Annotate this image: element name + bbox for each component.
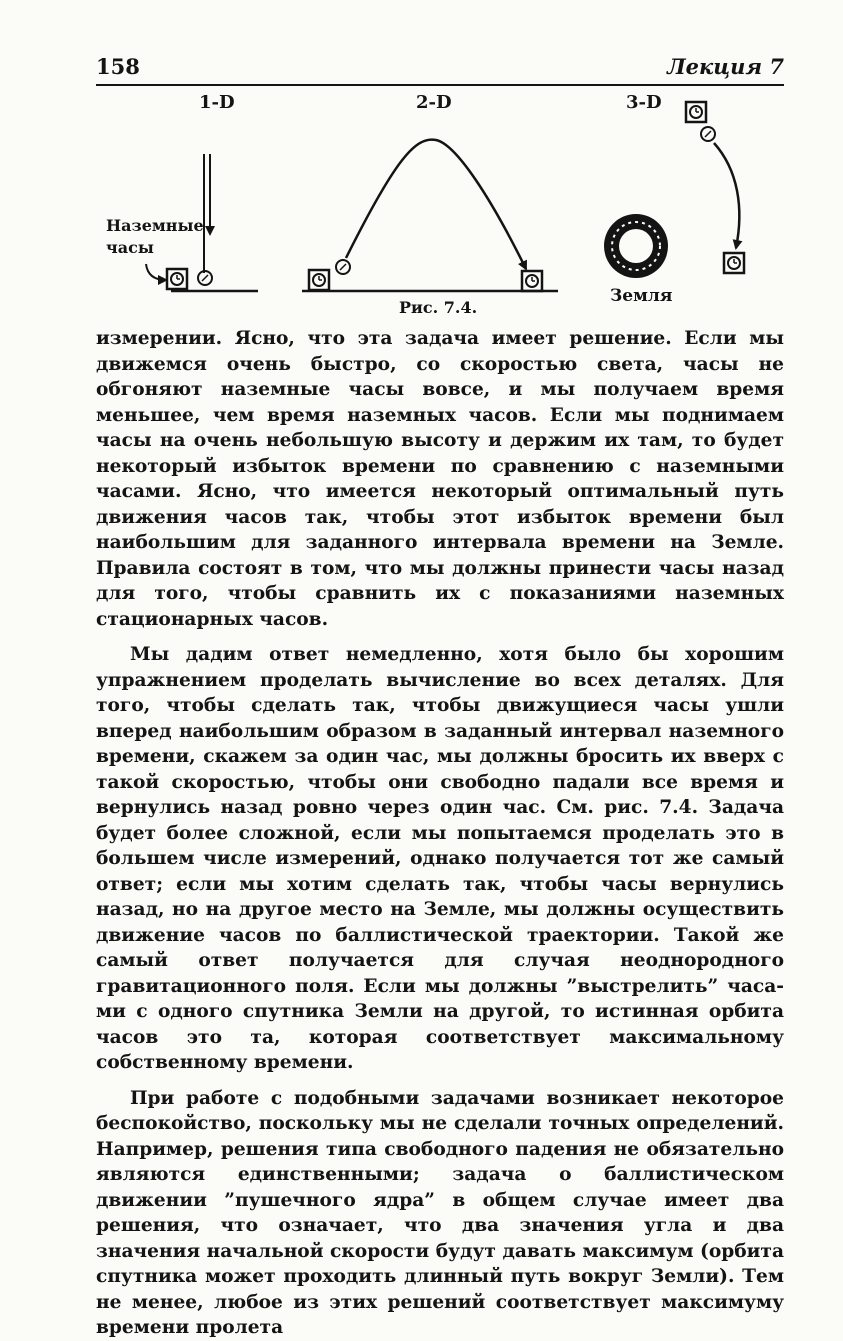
ground-clock-icon (309, 270, 329, 290)
figure-caption: Рис. 7.4. (399, 298, 478, 317)
moving-clock-icon (701, 127, 715, 141)
running-title: Лекция 7 (667, 54, 784, 79)
satellite-clock-icon (724, 253, 744, 273)
header-rule (96, 84, 784, 86)
panel-label-1d: 1-D (199, 92, 235, 113)
ballistic-trajectory-arrow (346, 140, 526, 269)
body-text (96, 326, 784, 1341)
panel-3d-drawing (604, 102, 744, 278)
label-pointer-arrow (146, 264, 166, 280)
paragraph-3: При работе с подобными задачами возникает некоторое беспокойство, поскольку мы не сделали точных определений. Например, решения типа свободного падения не обязательно являются единственными; задача о баллистическом движении ”пушечного ядра” в общем случае имеет два решения, что означает, что два значения угла и два значения начальной скорости будут давать максимум (орбита спутника может проходить длинный путь вокруг Земли). Тем не менее, любое из этих решений соответствует максимуму времени пролета (96, 1087, 784, 1338)
paragraph-1: измерении. Ясно, что эта задача имеет решение. Если мы движемся очень быстро, со скоростью света, часы не обгоняют наземные часы вовсе, и мы получаем время меньшее, чем время наземных часов. Если мы поднимаем часы на очень небольшую высоту и держим их там, то будет некоторый избыток времени по сравнению с наземными часами. Ясно, что имеется некоторый оптимальный путь движения часов так, чтобы этот избыток времени был наибольшим для заданного интервала времени на Земле. Правила состоят в том, что мы должны принести часы назад для того, чтобы сравнить их с показаниями наземных стационарных часов. (96, 328, 784, 630)
ground-clock-icon (522, 271, 542, 291)
orbit-path-arrow (714, 143, 739, 248)
ground-clock-label-line1: Наземные (106, 216, 204, 235)
panel-2d-drawing (302, 140, 558, 291)
satellite-clock-icon (686, 102, 706, 122)
page-number: 158 (96, 54, 140, 79)
ground-clock-icon (167, 269, 187, 289)
moving-clock-icon (336, 260, 350, 274)
ground-clock-label-line2: часы (106, 238, 154, 257)
figure-7-4 (96, 88, 784, 324)
panel-label-2d: 2-D (416, 92, 452, 113)
earth-label: Земля (610, 286, 673, 306)
earth-icon (604, 214, 668, 278)
paragraph-2: Мы дадим ответ немедленно, хотя было бы хорошим упражнением проделать вычисление во всех деталях. Для того, чтобы сделать так, чтобы движущиеся часы ушли вперед наибольшим образом в заданный интервал наземного времени, скажем за один час, мы должны бросить их вверх с такой скоростью, чтобы они свободно падали все время и вернулись назад ровно через один час. См. рис. 7.4. Задача будет более сложной, если мы попытаемся проделать это в большем числе измерений, однако получается тот же самый ответ; если мы хотим сделать так, чтобы часы вернулись назад, но на другое место на Земле, мы должны осуществить движение часов по баллистической траектории. Такой же самый ответ получается для случая неоднородного гравитационного поля. Если мы должны ”выстрелить” часами с одного спутника Земли на другой, то истинная орбита часов это та, которая соответствует максимальному собственному времени. (96, 644, 784, 1073)
moving-clock-icon (198, 271, 212, 285)
figure-drawing (96, 88, 784, 324)
page-header (96, 54, 784, 84)
panel-label-3d: 3-D (626, 92, 662, 113)
